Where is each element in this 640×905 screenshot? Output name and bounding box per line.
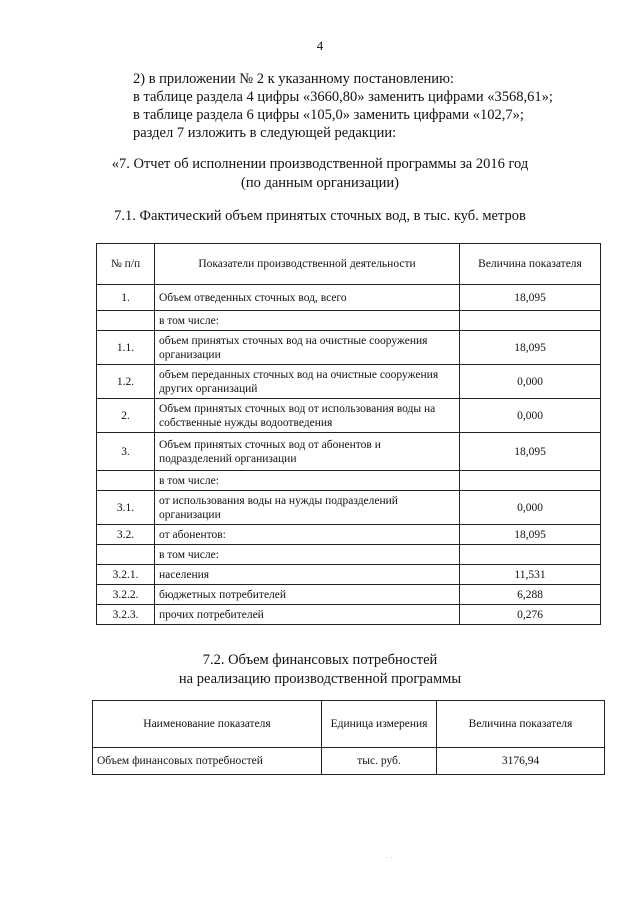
- table-row: [97, 525, 601, 545]
- intro-line: в таблице раздела 6 цифры «105,0» заменить цифрами «102,7»;: [133, 107, 524, 123]
- row-name: от использования воды на нужды подразделений организации: [155, 491, 460, 525]
- row-name: прочих потребителей: [155, 605, 460, 625]
- row-num: 3.1.: [97, 491, 155, 525]
- row-value: 0,000: [460, 399, 601, 433]
- table-row: [97, 565, 601, 585]
- row-value: 11,531: [460, 565, 601, 585]
- row-name: бюджетных потребителей: [155, 585, 460, 605]
- table-row: [97, 471, 601, 491]
- row-value: 18,095: [460, 285, 601, 311]
- row-value: [460, 471, 601, 491]
- intro-text: [133, 70, 553, 142]
- row-num: 2.: [97, 399, 155, 433]
- row-name: населения: [155, 565, 460, 585]
- row-num: 3.2.3.: [97, 605, 155, 625]
- table-row: [97, 491, 601, 525]
- row-value: 0,000: [460, 365, 601, 399]
- table-header-row: [97, 244, 601, 285]
- row-value: 18,095: [460, 331, 601, 365]
- section-7-1-title: 7.1. Фактический объем принятых сточных вод, в тыс. куб. метров: [114, 208, 526, 224]
- row-num: 1.2.: [97, 365, 155, 399]
- table-header-row: [93, 701, 605, 748]
- row-num: [97, 311, 155, 331]
- table-row: [97, 331, 601, 365]
- table-row: [97, 399, 601, 433]
- intro-line: раздел 7 изложить в следующей редакции:: [133, 125, 397, 141]
- row-num: 3.2.1.: [97, 565, 155, 585]
- row-value: 3176,94: [437, 748, 605, 775]
- section-7-subtitle: (по данным организации): [240, 175, 399, 191]
- row-value: 0,000: [460, 491, 601, 525]
- row-num: 3.2.2.: [97, 585, 155, 605]
- row-name: объем принятых сточных вод на очистные сооружения организации: [155, 331, 460, 365]
- row-name: Объем принятых сточных вод от абонентов и подразделений организации: [155, 433, 460, 471]
- table-row: [97, 311, 601, 331]
- section-7-title: [0, 155, 640, 193]
- row-num: [97, 545, 155, 565]
- row-num: 1.1.: [97, 331, 155, 365]
- row-value: [460, 311, 601, 331]
- wastewater-table: [96, 243, 601, 625]
- scan-mark: · ·: [386, 854, 393, 862]
- header-indicator: Показатели производственной деятельности: [155, 244, 460, 285]
- row-name: в том числе:: [155, 471, 460, 491]
- table-row: [97, 365, 601, 399]
- row-value: 18,095: [460, 525, 601, 545]
- row-unit: тыс. руб.: [322, 748, 437, 775]
- table-row: [93, 748, 605, 775]
- row-num: [97, 471, 155, 491]
- section-7-2-title-line: 7.2. Объем финансовых потребностей: [202, 652, 438, 668]
- section-7-title-line: «7. Отчет об исполнении производственной программы за 2016 год: [111, 156, 529, 172]
- table-row: [97, 605, 601, 625]
- row-name: Объем отведенных сточных вод, всего: [155, 285, 460, 311]
- row-num: 1.: [97, 285, 155, 311]
- header-unit: Единица измерения: [322, 701, 437, 748]
- table-row: [97, 433, 601, 471]
- row-value: 6,288: [460, 585, 601, 605]
- row-num: 3.: [97, 433, 155, 471]
- page-number: 4: [316, 38, 324, 53]
- row-value: 18,095: [460, 433, 601, 471]
- row-name: от абонентов:: [155, 525, 460, 545]
- row-name: Объем принятых сточных вод от использования воды на собственные нужды водоотведения: [155, 399, 460, 433]
- section-7-2-title: [0, 651, 640, 689]
- row-name: Объем финансовых потребностей: [93, 748, 322, 775]
- row-name: объем переданных сточных вод на очистные сооружения других организаций: [155, 365, 460, 399]
- header-indicator-name: Наименование показателя: [93, 701, 322, 748]
- row-value: 0,276: [460, 605, 601, 625]
- section-7-2-subtitle: на реализацию производственной программы: [178, 671, 462, 687]
- table-row: [97, 545, 601, 565]
- intro-line: в таблице раздела 4 цифры «3660,80» заменить цифрами «3568,61»;: [133, 89, 553, 105]
- header-value: Величина показателя: [460, 244, 601, 285]
- header-num: № п/п: [97, 244, 155, 285]
- row-name: в том числе:: [155, 311, 460, 331]
- row-num: 3.2.: [97, 525, 155, 545]
- header-value: Величина показателя: [437, 701, 605, 748]
- row-value: [460, 545, 601, 565]
- table-row: [97, 585, 601, 605]
- row-name: в том числе:: [155, 545, 460, 565]
- table-row: [97, 285, 601, 311]
- financial-needs-table: [92, 700, 605, 775]
- intro-line: 2) в приложении № 2 к указанному постановлению:: [133, 71, 454, 87]
